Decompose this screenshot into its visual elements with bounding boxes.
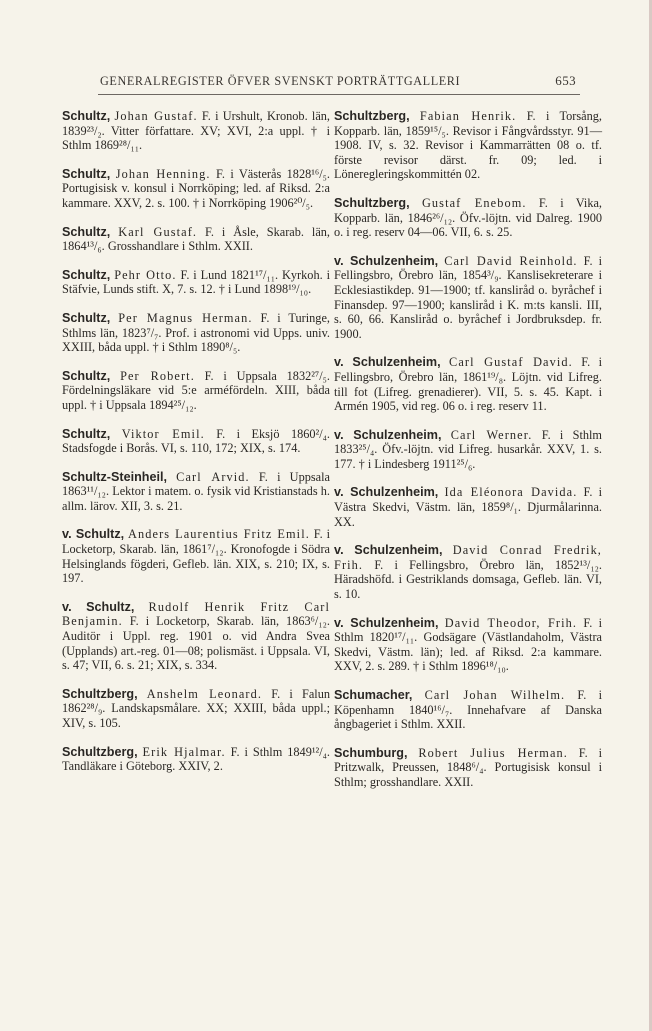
entry-given-name: Carl Arvid. xyxy=(176,469,250,484)
page-number: 653 xyxy=(555,73,576,88)
register-entry xyxy=(334,688,602,732)
entry-surname: Schultz, xyxy=(62,109,111,123)
entry-given-name: Erik Hjalmar. xyxy=(142,744,226,759)
register-entry xyxy=(62,109,330,153)
entry-given-name: Anshelm Leonard. xyxy=(146,686,263,701)
entry-given-name: Johan Henning. xyxy=(115,166,211,181)
register-entry xyxy=(334,485,602,529)
entry-given-name: Karl Gustaf. xyxy=(118,224,198,239)
entry-surname: v. Schulzenheim, xyxy=(334,543,443,558)
entry-text: F. i Uppsala 1832²⁷/₅. Fördelningsläkare vid 5:e arméfördeln. XIII, båda uppl. † i Uppsala 1894²⁵/₁₂. xyxy=(62,368,330,412)
entry-surname: Schultz, xyxy=(62,166,111,181)
entry-surname: Schumburg, xyxy=(334,745,408,760)
entry-given-name: Johan Gustaf. xyxy=(114,109,198,123)
header-rule xyxy=(98,94,580,95)
entry-text: F. i Västerås 1828¹⁶/₅. Portugisisk v. konsul i Norrköping; led. af Riksd. 2:a kammare. XXV, 2. s. 100. † i Norrköping 1906²⁰/₅. xyxy=(62,166,331,210)
entry-text: F. i Pritzwalk, Preussen, 1848⁶/₄. Portugisisk konsul i Sthlm; grosshandlare. XXII. xyxy=(334,745,602,789)
entry-surname: v. Schultz, xyxy=(62,599,135,614)
entry-given-name: Carl Johan Wilhelm. xyxy=(424,688,566,702)
entry-surname: Schultzberg, xyxy=(62,686,138,701)
entry-given-name: Carl Werner. xyxy=(450,427,533,442)
register-entry xyxy=(62,268,330,297)
entry-given-name: Fabian Henrik. xyxy=(419,109,517,123)
entry-surname: Schultz, xyxy=(62,224,111,239)
entry-text: F. i Västra Skedvi, Västm. län, 1859⁸/₁. Djurmålarinna. XX. xyxy=(334,485,602,529)
entry-surname: Schultz-Steinheil, xyxy=(62,469,167,484)
entry-given-name: Robert Julius Herman. xyxy=(418,745,568,760)
entry-given-name: Ida Eléonora Davida. xyxy=(444,485,578,500)
entry-given-name: Pehr Otto. xyxy=(114,267,177,282)
register-entry xyxy=(62,167,330,211)
entry-text: F. i Torsång, Kopparb. län, 1859¹⁵/₅. Revisor i Fångvårdsstyr. 91—1908. IV, s. 32. Revisor i Kammarrätten 08 o. tf. förste revisor därst. fr. 09; led. i Löneregleringskommittén 02. xyxy=(334,109,603,182)
register-entry xyxy=(334,428,602,472)
entry-text: F. i Sthlm 1820¹⁷/₁₁. Godsägare (Västlandaholm, Västra Skedvi, Västm. län); led. af Riksd. 2:a kammare. XXV, 2. s. 289. † i Sthlm 1896¹⁸/₁₀. xyxy=(334,615,602,674)
entry-given-name: Per Magnus Herman. xyxy=(118,310,253,325)
entry-text: F. i Fellingsbro, Örebro län, 1861¹⁹/₈. Löjtn. vid Lifreg. till fot (Lifreg. grenadierer). VII, 5. s. 45. Kapt. i Armén 1905, vid reg. 06 o. i reg. reserv 11. xyxy=(334,355,603,414)
register-entry xyxy=(62,311,330,355)
entry-text: F. i Eksjö 1860²/₄. Stadsfogde i Borås. VI, s. 110, 172; XIX, s. 174. xyxy=(62,426,331,456)
entry-text: F. i Köpenhamn 1840¹⁶/₇. Innehafvare af Danska ångbageriet i Sthlm. XXII. xyxy=(334,688,602,732)
register-entry xyxy=(62,427,330,456)
entry-text: F. i Sthlm 1833²⁵/₄. Öfv.-löjtn. vid Lifreg. husarkår. XXV, 1. s. 177. † i Lindesberg 1911²⁵/₆. xyxy=(334,427,602,471)
register-entry xyxy=(62,369,330,413)
entry-given-name: David Theodor, Frih. xyxy=(444,615,578,630)
entry-surname: Schultz, xyxy=(62,426,111,441)
running-title: GENERALREGISTER ÖFVER SVENSKT PORTRÄTTGALLERI xyxy=(100,74,461,88)
entry-surname: v. Schulzenheim, xyxy=(334,355,441,370)
entry-surname: Schultz, xyxy=(62,368,111,383)
entry-surname: Schultzberg, xyxy=(62,744,138,759)
entry-text: F. i Fellingsbro, Örebro län, 1854³/₉. Kanslisekreterare i Ecklesiastikdep. 91—1900; tf. kansliråd o. byråchef i Finansdep. 97—1900; kansliråd i K. m:ts kansli. III, s. 60, 66. Kansliråd o. byråchef i Jordbruksdep. fr. 1900. xyxy=(334,253,602,341)
entry-given-name: Carl David Reinhold. xyxy=(444,253,578,268)
entry-text: F. i Turinge, Sthlms län, 1823⁷/₇. Prof. i astronomi vid Upps. univ. XXIII, båda uppl. † i Sthlm 1890⁸/₅. xyxy=(62,310,330,355)
register-entry xyxy=(62,600,330,673)
entry-text: F. i Falun 1862²⁸/₉. Landskapsmålare. XX; XXIII, båda uppl.; XIV, s. 105. xyxy=(62,686,330,730)
register-entry xyxy=(334,543,602,601)
register-entry xyxy=(334,746,602,790)
entry-text: F. i Sthlm 1849¹²/₄. Tandläkare i Göteborg. XXIV, 2. xyxy=(62,744,330,774)
entry-given-name: Per Robert. xyxy=(120,368,195,383)
entry-text: F. i Urshult, Kronob. län, 1839²³/₂. Vitter författare. XV; XVI, 2:a uppl. † i Sthlm 1869²⁸/₁₁. xyxy=(62,109,331,153)
entry-given-name: Viktor Emil. xyxy=(121,426,205,441)
register-entry xyxy=(62,470,330,514)
register-entry xyxy=(334,254,602,342)
entry-surname: v. Schulzenheim, xyxy=(334,615,439,630)
register-entry xyxy=(62,687,330,731)
entry-surname: v. Schulzenheim, xyxy=(334,253,439,268)
entry-given-name: Anders Laurentius Fritz Emil. xyxy=(128,527,310,542)
entry-text: F. i Lund 1821¹⁷/₁₁. Kyrkoh. i Stäfvie, Lunds stift. X, 7. s. 12. † i Lund 1898¹⁹/₁₀. xyxy=(62,267,330,297)
entry-surname: Schultz, xyxy=(62,267,111,282)
register-entry xyxy=(62,225,330,254)
entry-surname: v. Schulzenheim, xyxy=(334,485,439,500)
entry-surname: Schultz, xyxy=(62,310,111,325)
register-entry xyxy=(334,355,602,413)
register-entry xyxy=(334,109,602,182)
right-column xyxy=(334,109,602,804)
entry-text: F. i Locketorp, Skarab. län, 1861⁷/₁₂. Kronofogde i Södra Helsinglands fögderi, Gefleb. län. XIX, s. 210; IX, s. 197. xyxy=(62,527,330,586)
entry-given-name: David Conrad Fredrik, Frih. xyxy=(334,543,602,572)
entry-text: F. i Uppsala 1863¹¹/₁₂. Lektor i matem. o. fysik vid Kristianstads h. allm. lärov. XII, 3. s. 21. xyxy=(62,469,330,513)
entry-surname: v. Schulzenheim, xyxy=(334,427,442,442)
entry-text: F. i Locketorp, Skarab. län, 1863⁶/₁₂. Auditör i Uppl. reg. 1901 o. vid Andra Svea (Upplands) art.-reg. 01—08; polismäst. i Uppsala. VI, s. 47; VII, 6. s. 21; XIX, s. 334. xyxy=(62,614,330,673)
entry-surname: Schumacher, xyxy=(334,688,413,702)
entry-given-name: Carl Gustaf David. xyxy=(449,355,573,370)
entry-given-name: Rudolf Henrik Fritz Carl Benjamin. xyxy=(62,599,330,629)
register-entry xyxy=(62,745,330,774)
entry-given-name: Gustaf Enebom. xyxy=(421,195,527,210)
entry-text: F. i Åsle, Skarab. län, 1864¹³/₆. Grosshandlare i Sthlm. XXII. xyxy=(62,224,330,254)
entry-surname: Schultzberg, xyxy=(334,109,410,123)
register-entry xyxy=(334,616,602,674)
entry-surname: v. Schultz, xyxy=(62,527,125,542)
left-column xyxy=(62,109,330,788)
entry-text: F. i Fellingsbro, Örebro län, 1852¹³/₁₂. Häradshöfd. i Gestriklands domsaga, Gefleb. län. VI, s. 10. xyxy=(334,557,602,602)
register-entry xyxy=(334,196,602,240)
register-entry xyxy=(62,527,330,585)
entry-surname: Schultzberg, xyxy=(334,195,410,210)
entry-text: F. i Vika, Kopparb. län, 1846²⁶/₁₂. Öfv.-löjtn. vid Dalreg. 1900 o. i reg. reserv 04—06. VII, 6. s. 25. xyxy=(334,195,603,240)
